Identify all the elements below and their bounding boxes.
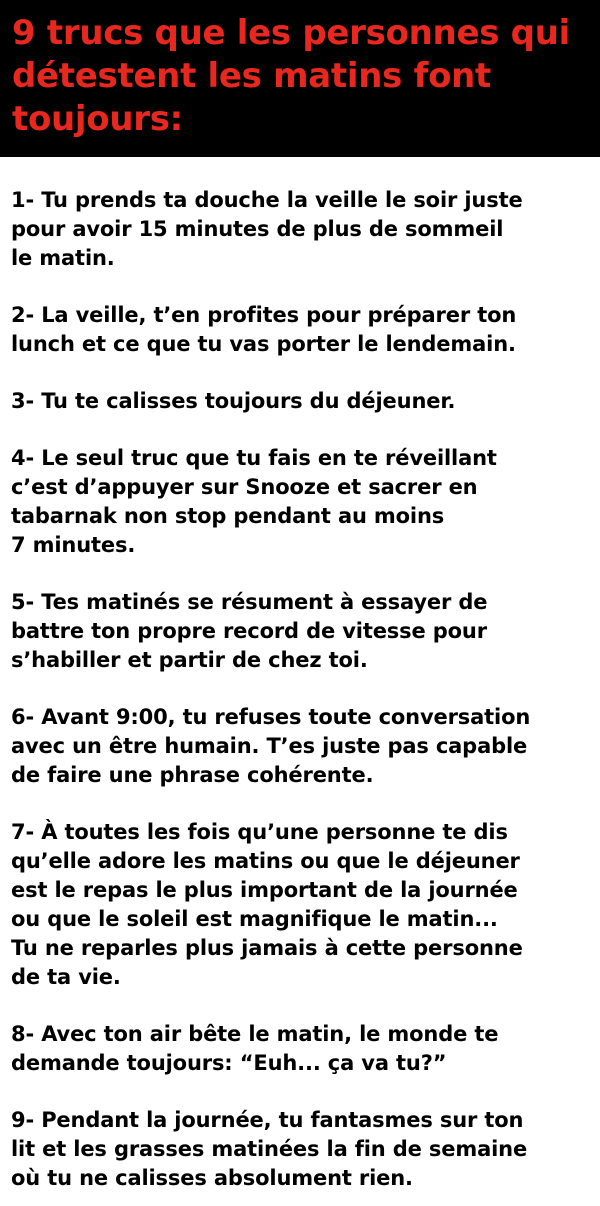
tips-list [11,186,600,1193]
list-item-4: 4- Le seul truc que tu fais en te réveillant c’est d’appuyer sur Snooze et sacrer en tabarnak non stop pendant au moins 7 minutes. [11,446,497,557]
list-item-2: 2- La veille, t’en profites pour préparer ton lunch et ce que tu vas porter le lendemain. [11,303,517,356]
page-title: 9 trucs que les personnes qui détestent les matins font toujours: [12,13,570,139]
list-item-9: 9- Pendant la journée, tu fantasmes sur ton lit et les grasses matinées la fin de semaine où tu ne calisses absolument rien. [11,1108,528,1190]
list-item-8: 8- Avec ton air bête le matin, le monde te demande toujours: “Euh... ça va tu?” [11,1022,499,1075]
list-item-6: 6- Avant 9:00, tu refuses toute conversation avec un être humain. T’es juste pas capable de faire une phrase cohérente. [11,705,531,787]
list-item-5: 5- Tes matinés se résument à essayer de battre ton propre record de vitesse pour s’habiller et partir de chez toi. [11,590,488,672]
list-item-1: 1- Tu prends ta douche la veille le soir juste pour avoir 15 minutes de plus de sommeil le matin. [11,188,523,270]
title-banner [0,0,600,157]
list-item-7: 7- À toutes les fois qu’une personne te dis qu’elle adore les matins ou que le déjeuner est le repas le plus important de la journée ou que le soleil est magnifique le matin... Tu ne reparles plus jamais à cette personne de ta vie. [11,820,523,989]
list-item-3: 3- Tu te calisses toujours du déjeuner. [11,389,456,413]
